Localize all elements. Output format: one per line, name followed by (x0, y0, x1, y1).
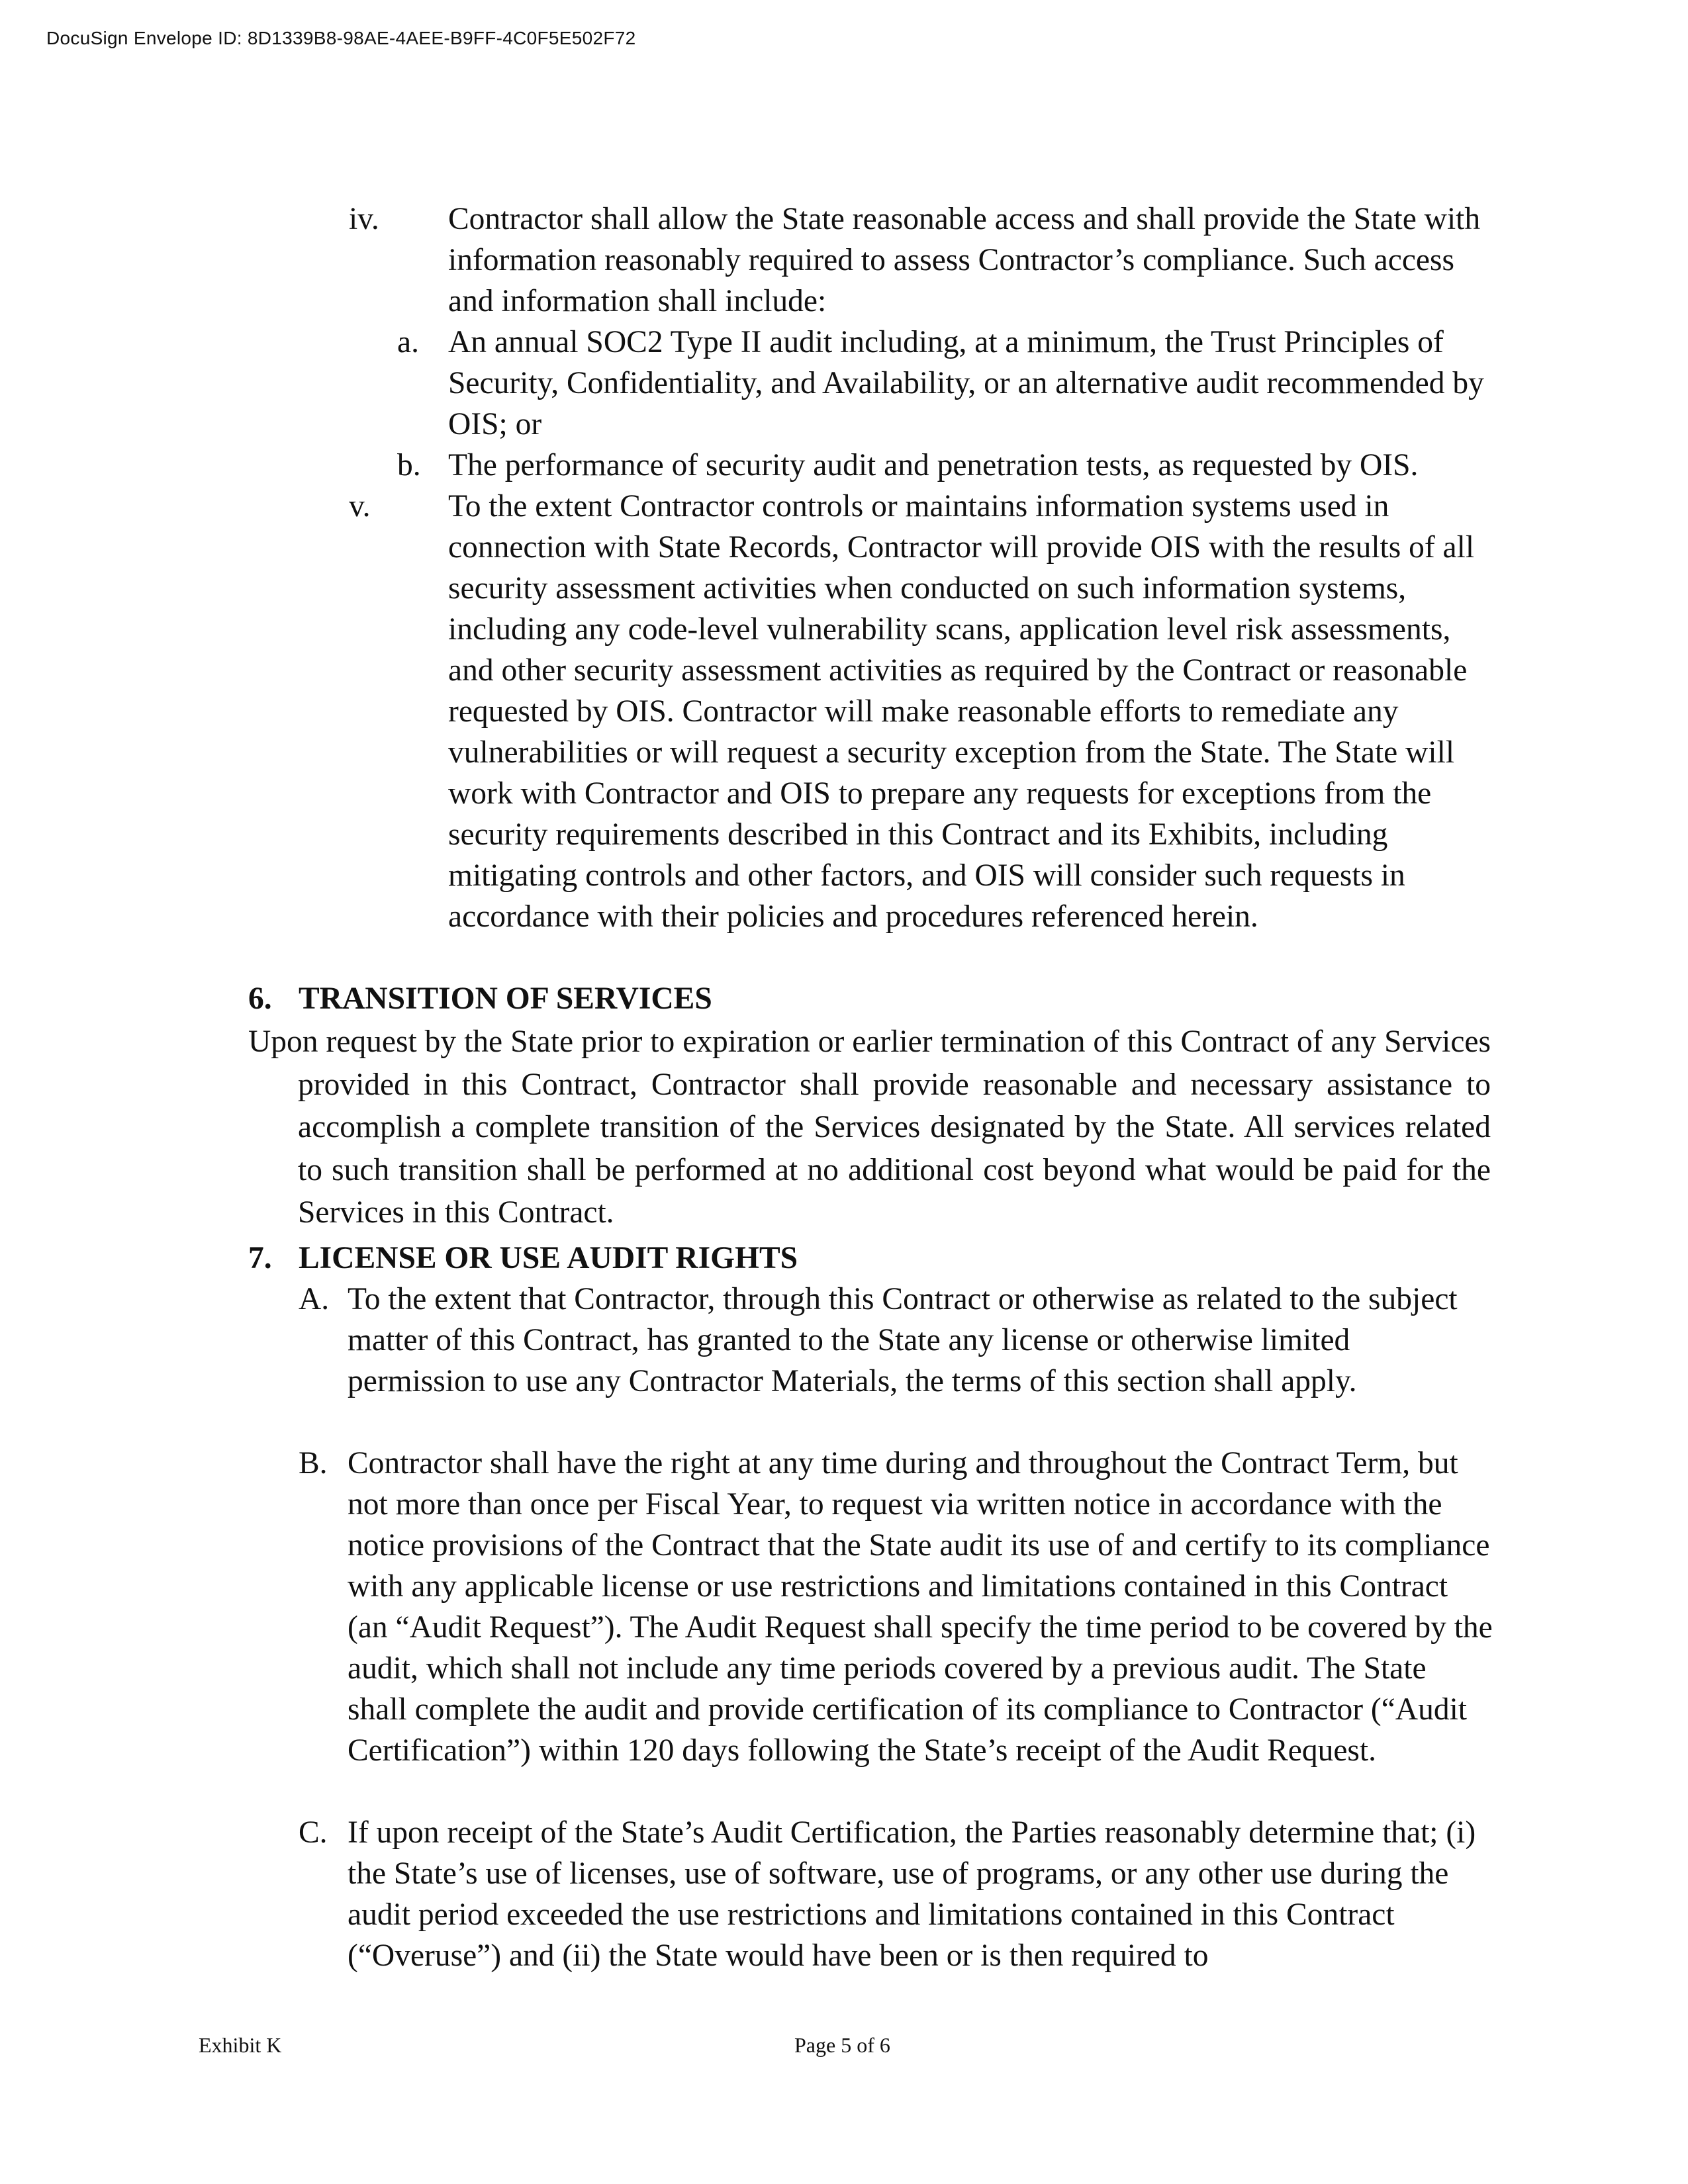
section-number: 6. (248, 981, 272, 1016)
footer-page-number: Page 5 of 6 (794, 2033, 890, 2057)
list-item-text: Contractor shall have the right at any time during and throughout the Contract Term, but not more than once per Fiscal Year, to request via written notice in accordance with the notice provisions of the Contract that the State audit its use of and certify to its compliance with any applicable license or use restrictions and limitations contained in this Contract (an “Audit Request”). The Audit Request shall specify the time period to be covered by the audit, which shall not include any time periods covered by a previous audit. The State shall complete the audit and provide certification of its compliance to Contractor (“Audit Certification”) within 120 days following the State’s receipt of the Audit Request. (348, 1446, 1493, 1768)
list-marker: v. (349, 489, 371, 523)
section-number: 7. (248, 1241, 272, 1275)
list-marker: C. (299, 1815, 328, 1850)
list-marker: iv. (349, 202, 379, 236)
list-marker: a. (397, 325, 419, 359)
section-title: LICENSE OR USE AUDIT RIGHTS (299, 1241, 798, 1275)
section-title: TRANSITION OF SERVICES (299, 981, 712, 1016)
docusign-envelope-id: DocuSign Envelope ID: 8D1339B8-98AE-4AEE-B9FF-4C0F5E502F72 (46, 28, 636, 48)
list-item-text: Contractor shall allow the State reasonable access and shall provide the State with information reasonably required to assess Contractor’s compliance. Such access and information shall include: (448, 202, 1481, 318)
list-item-text: To the extent Contractor controls or maintains information systems used in connection with State Records, Contractor will provide OIS with the results of all security assessment activities when conducted on such information systems, including any code-level vulnerability scans, application level risk assessments, and other security assessment activities as required by the Contract or reasonable requested by OIS. Contractor will make reasonable efforts to remediate any vulnerabilities or will request a security exception from the State. The State will work with Contractor and OIS to prepare any requests for exceptions from the security requirements described in this Contract and its Exhibits, including mitigating controls and other factors, and OIS will consider such requests in accordance with their policies and procedures referenced herein. (448, 489, 1475, 934)
section-6-paragraph: Upon request by the State prior to expiration or earlier termination of this Contract of any Services provided in this Contract, Contractor shall provide reasonable and necessary assistance to accomplish a complete transition of the Services designated by the State. All services related to such transition shall be performed at no additional cost beyond what would be paid for the Services in this Contract. (248, 1024, 1491, 1230)
list-marker: B. (299, 1446, 328, 1480)
list-item-text: The performance of security audit and penetration tests, as requested by OIS. (448, 448, 1419, 482)
list-marker: A. (299, 1282, 330, 1316)
list-item-text: An annual SOC2 Type II audit including, at a minimum, the Trust Principles of Security, Confidentiality, and Availability, or an alternative audit recommended by OIS; or (448, 325, 1484, 441)
footer-exhibit-label: Exhibit K (199, 2033, 282, 2057)
list-item-text: To the extent that Contractor, through this Contract or otherwise as related to the subject matter of this Contract, has granted to the State any license or otherwise limited permission to use any Contractor Materials, the terms of this section shall apply. (348, 1282, 1458, 1398)
list-marker: b. (397, 448, 421, 482)
list-item-text: If upon receipt of the State’s Audit Certification, the Parties reasonably determine that; (i) the State’s use of licenses, use of software, use of programs, or any other use during the audit period exceeded the use restrictions and limitations contained in this Contract (“Overuse”) and (ii) the State would have been or is then required to (348, 1815, 1476, 1973)
